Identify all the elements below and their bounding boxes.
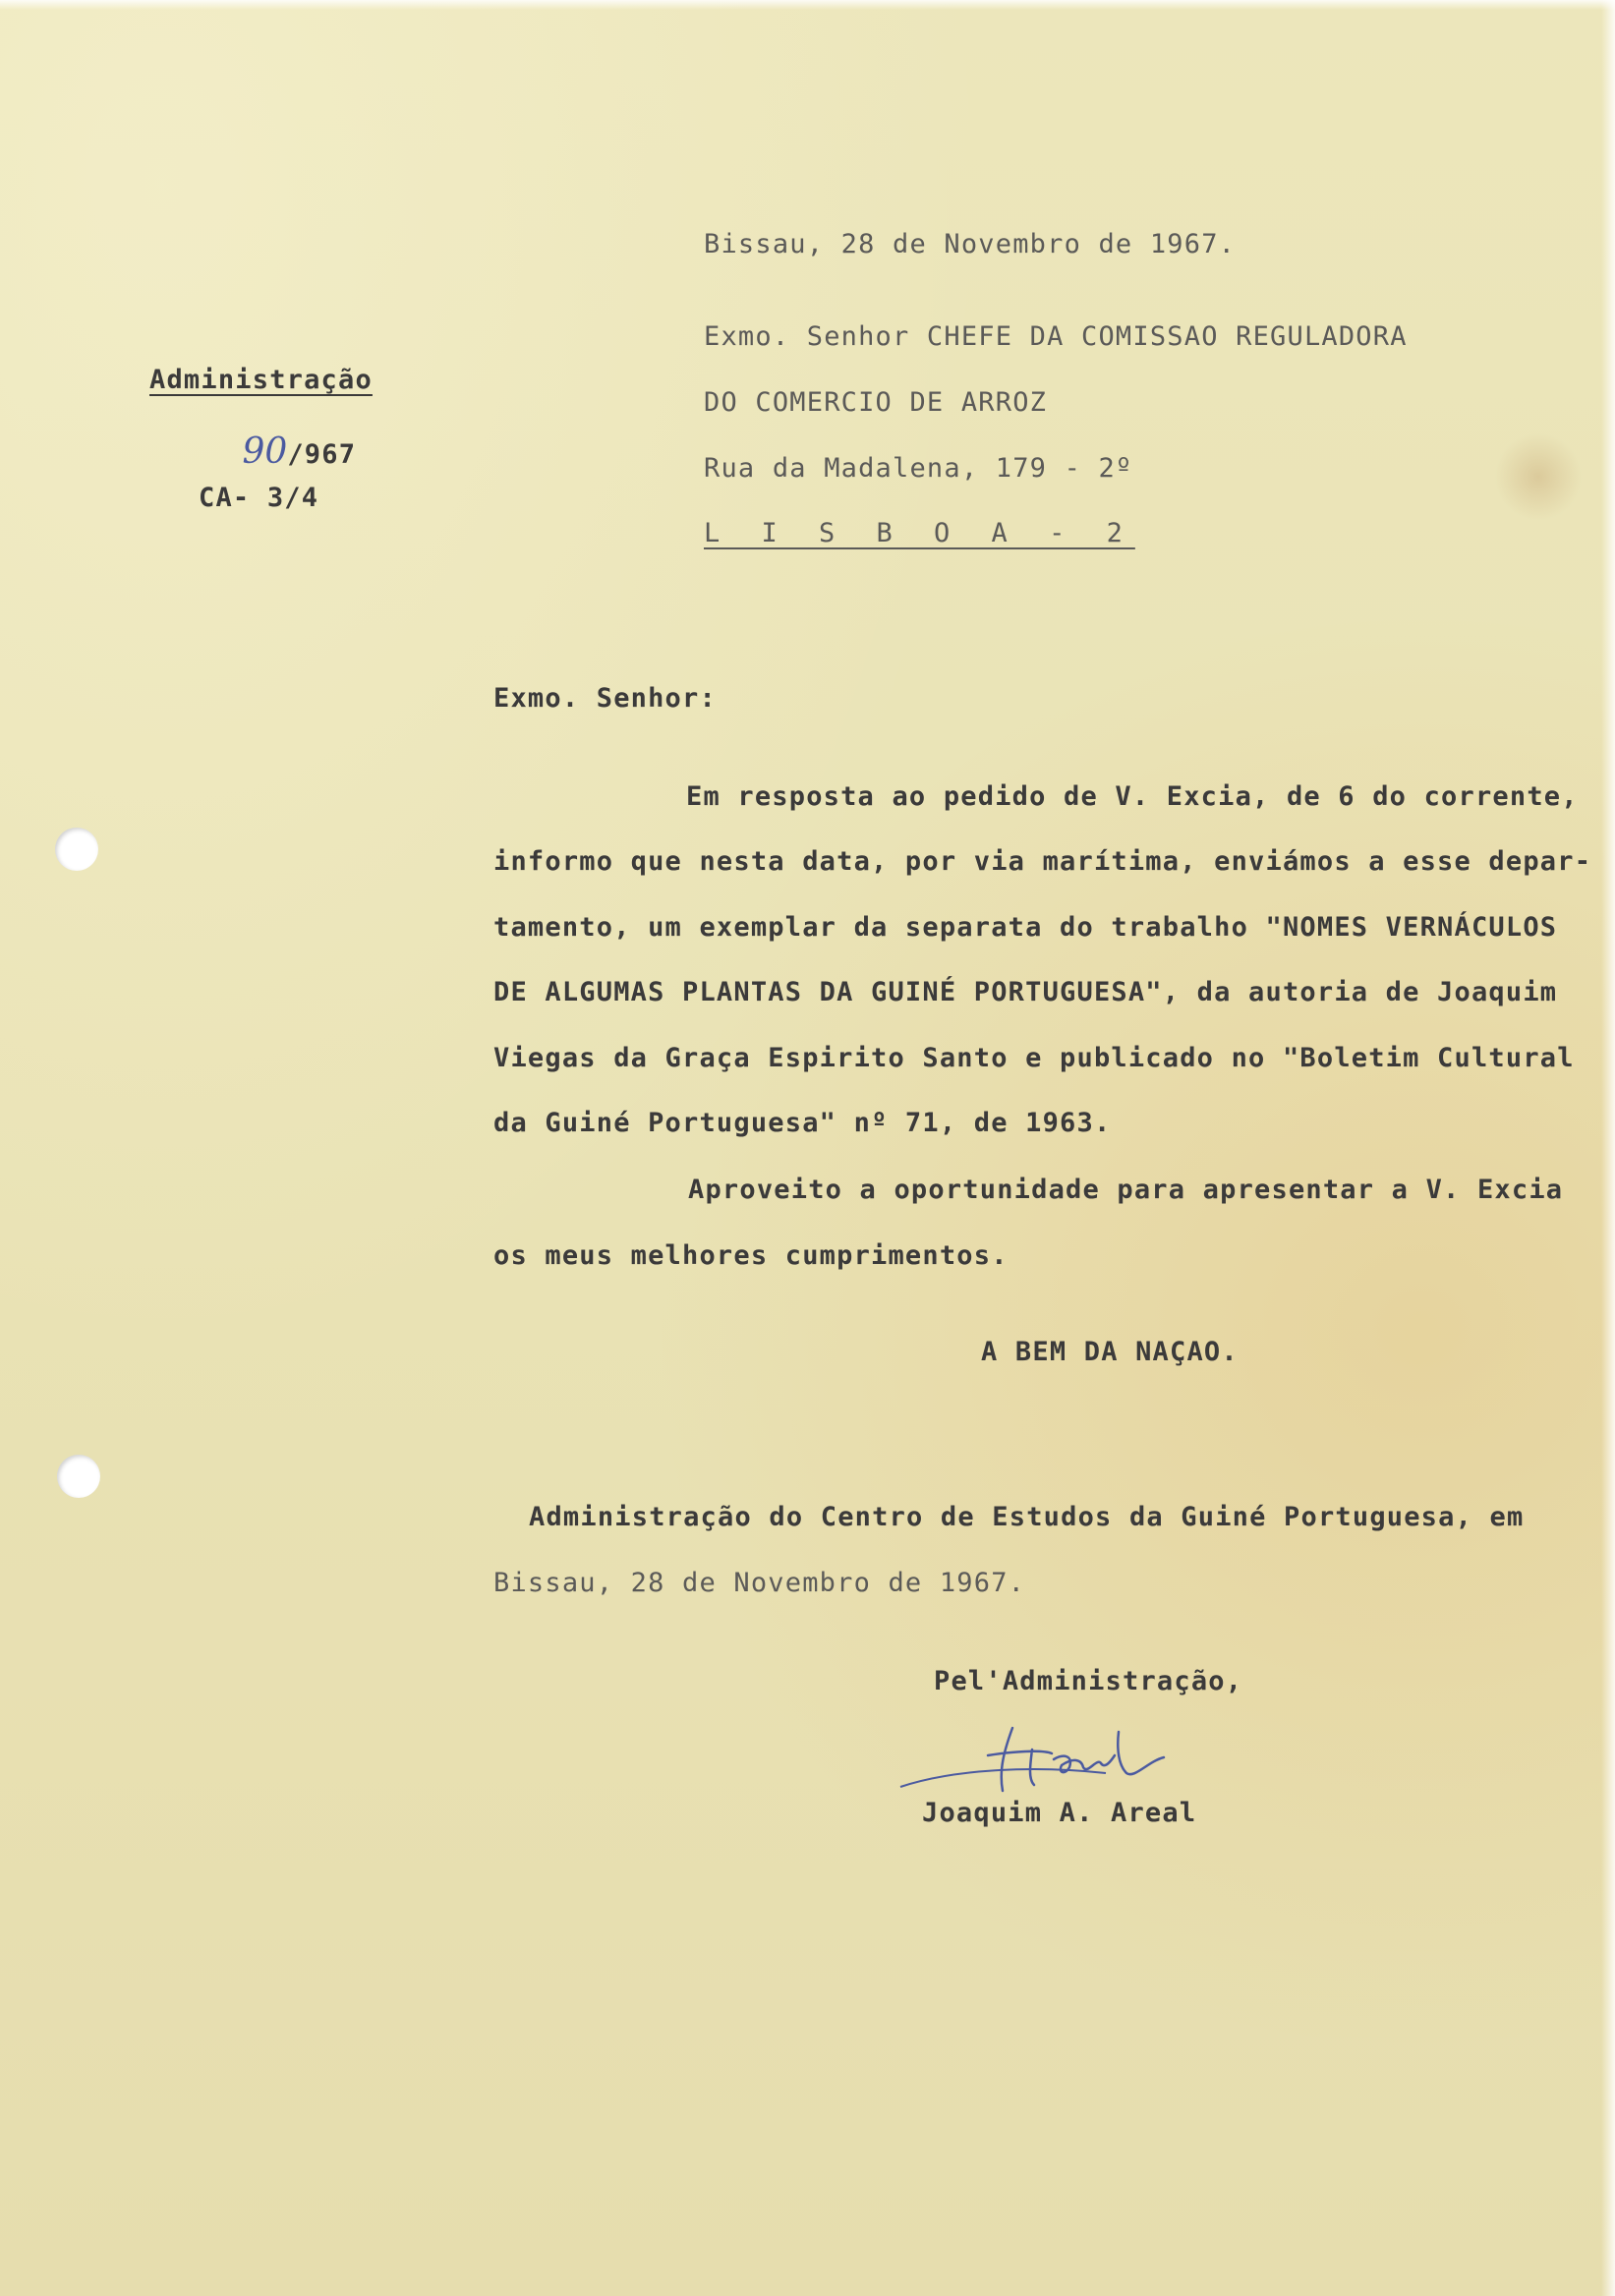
reference-department: Administração — [149, 365, 373, 395]
paragraph-1-line-3: tamento, um exemplar da separata do trabalho "NOMES VERNÁCULOS — [493, 912, 1558, 943]
paper-stain — [1494, 432, 1583, 521]
punch-hole-lower — [57, 1455, 100, 1498]
reference-code: CA- 3/4 — [199, 483, 319, 513]
signature-icon — [894, 1710, 1189, 1808]
reference-number — [204, 413, 356, 490]
addressee-city: L I S B O A - 2 — [704, 518, 1135, 548]
paragraph-2-line-1: Aproveito a oportunidade para apresentar a V. Excia — [688, 1175, 1564, 1205]
administration-line-2: Bissau, 28 de Novembro de 1967. — [493, 1568, 1026, 1598]
paragraph-1-line-2: informo que nesta data, por via marítima, enviámos a esse depar- — [493, 846, 1592, 877]
addressee-line-2: DO COMERCIO DE ARROZ — [704, 387, 1048, 418]
reference-number-typed: /967 — [287, 439, 357, 470]
place-date: Bissau, 28 de Novembro de 1967. — [704, 229, 1237, 259]
paragraph-1-line-1: Em resposta ao pedido de V. Excia, de 6 do corrente, — [686, 781, 1579, 812]
paragraph-1-line-5: Viegas da Graça Espirito Santo e publicado no "Boletim Cultural — [493, 1043, 1575, 1073]
paragraph-2-line-2: os meus melhores cumprimentos. — [493, 1240, 1009, 1271]
administration-line-1: Administração do Centro de Estudos da Guiné Portuguesa, em — [529, 1502, 1525, 1532]
signatory-name: Joaquim A. Areal — [922, 1798, 1197, 1828]
paper-edge-top — [0, 0, 1615, 10]
paragraph-1-line-6: da Guiné Portuguesa" nº 71, de 1963. — [493, 1108, 1112, 1138]
closing-formula: A BEM DA NAÇAO. — [981, 1337, 1239, 1367]
reference-number-handwritten: 90 — [242, 431, 288, 472]
addressee-line-3: Rua da Madalena, 179 - 2º — [704, 453, 1133, 484]
paper-edge-right — [1601, 0, 1615, 2296]
addressee-line-1: Exmo. Senhor CHEFE DA COMISSAO REGULADORA — [704, 321, 1408, 352]
on-behalf-line: Pel'Administração, — [934, 1666, 1243, 1696]
punch-hole-upper — [55, 828, 98, 871]
paragraph-1-line-4: DE ALGUMAS PLANTAS DA GUINÉ PORTUGUESA", da autoria de Joaquim — [493, 977, 1558, 1007]
salutation: Exmo. Senhor: — [493, 683, 717, 714]
